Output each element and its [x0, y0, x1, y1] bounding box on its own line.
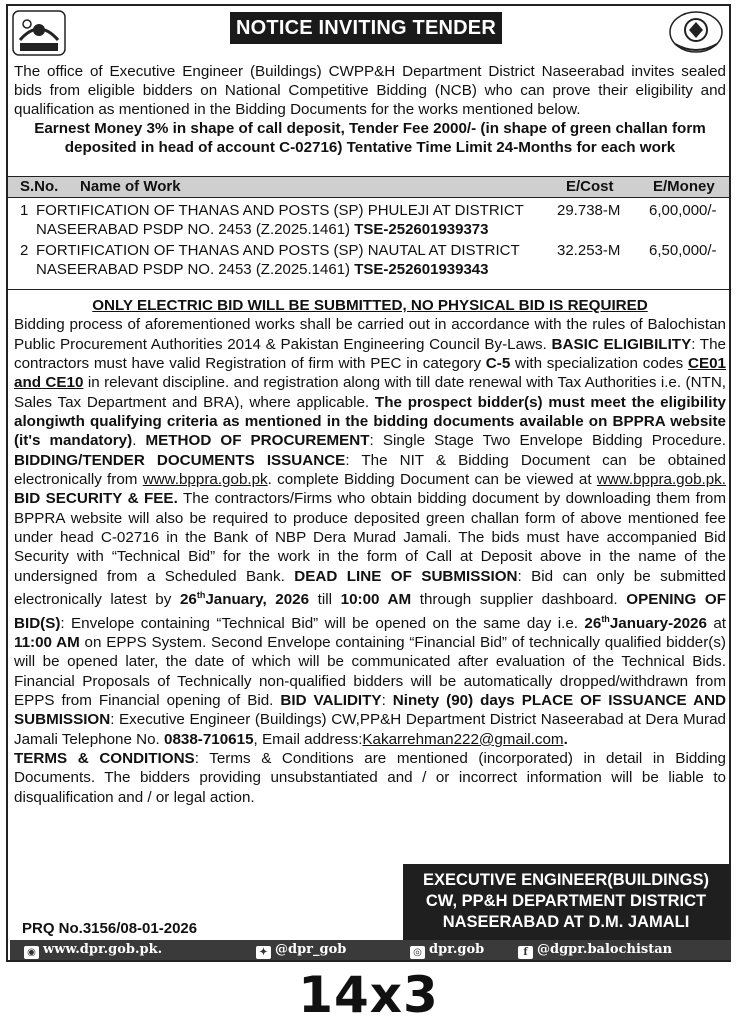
department-emblem-logo [667, 10, 725, 56]
balochistan-govt-logo [12, 10, 66, 56]
electronic-bid-heading: ONLY ELECTRIC BID WILL BE SUBMITTED, NO PHYSICAL BID IS REQUIRED [92, 297, 648, 314]
intro-section [14, 62, 726, 157]
earnest-money-line: Earnest Money 3% in shape of call deposit, Tender Fee 2000/- (in shape of green challan form deposited in head of account C-02716) Tentative Time Limit 24-Months for each work [34, 120, 706, 156]
divider [8, 289, 729, 290]
prq-number: PRQ No.3156/08-01-2026 [22, 920, 198, 937]
row-sno: 1 [20, 202, 29, 219]
twitter-icon: ✦ [256, 946, 271, 959]
table-row [8, 198, 729, 238]
tender-details: Bidding process of aforementioned works shall be carried out in accordance with the rules of Balochistan Public Procurement Authorities 2014 & Pakistan Engineering Council By-Laws. BASIC ELIGIBILITY: The contractors must have valid Registration of firm with PEC in category C-5 with specialization codes CE01 and CE10 in relevant discipline. and registration along with till date renewal with Tax Authorities i.e. (NTN, Sales Tax Department and BRA), where applicable. The prospect bidder(s) must meet the eligibility alongiwth qualifying criteria as mentioned in the bidding documents available on BPPRA website (it's mandatory). METHOD OF PROCUREMENT: Single Stage Two Envelope Bidding Procedure. BIDDING/TENDER DOCUMENTS ISSUANCE: The NIT & Bidding Document can be obtained electronically from www.bppra.gob.pk. complete Bidding Document can be viewed at www.bppra.gob.pk. BID SECURITY & FEE. The contractors/Firms who obtain bidding document by downloading them from BPPRA website will also be required to produce deposited green challan form of above mentioned fee under head C-02716 in the Bank of NBP Dera Murad Jamali. The bids must have accompanied Bid Security with “Technical Bid” for the work in the form of Call at Deposit above in the name of the undersigned from a Scheduled Bank. DEAD LINE OF SUBMISSION: Bid can only be submitted electronically latest by 26thJanuary, 2026 till 10:00 AM through supplier dashboard. OPENING OF BID(S): Envelope containing “Technical Bid” will be opened on the same day i.e. 26thJanuary-2026 at 11:00 AM on EPPS System. Second Envelope containing “Financial Bid” of technically qualified bidder(s) will be opened later, the date of which will be communicated after evaluation of the Technical Bids. Financial Proposals of Technically non-qualified bidders will be automatically dropped/withdrawn from EPPS from Financial opening of Bid. BID VALIDITY: Ninety (90) days PLACE OF ISSUANCE AND SUBMISSION: Executive Engineer (Buildings) CW,PP&H Department District Naseerabad at Dera Murad Jamali Telephone No. 0838-710615, Email address:Kakarrehman222@gmail.com. TERMS & CONDITIONS: Terms & Conditions are mentioned (incorporated) in detail in Bidding Documents. The bidders providing unsubstantiated and / or incorrect information will be liable to disqualification and / or legal action. [14, 316, 727, 806]
email-link[interactable]: Kakarrehman222@gmail.com [362, 730, 564, 748]
globe-icon: ◉ [24, 946, 39, 959]
col-cost-header: E/Cost [566, 178, 614, 195]
work-line1: FORTIFICATION OF THANAS AND POSTS (SP) NAUTAL AT DISTRICT [36, 242, 520, 259]
bppra-link[interactable]: www.bppra.gob.pk. [596, 471, 726, 489]
works-table [8, 176, 729, 278]
row-cost: 32.253-M [557, 242, 621, 259]
tender-body [14, 296, 726, 807]
bppra-link[interactable]: www.bppra.gob.pk [142, 471, 268, 489]
col-sno-header: S.No. [20, 178, 59, 195]
facebook-icon: f [518, 946, 533, 959]
row-money: 6,00,000/- [649, 202, 717, 219]
col-money-header: E/Money [653, 178, 715, 195]
work-line2: NASEERABAD PSDP NO. 2453 (Z.2025.1461) [36, 221, 355, 238]
row-work [36, 201, 546, 239]
work-line1: FORTIFICATION OF THANAS AND POSTS (SP) PHULEJI AT DISTRICT [36, 202, 524, 219]
intro-paragraph: The office of Executive Engineer (Buildings) CWPP&H Department District Naseerabad invites sealed bids from eligible bidders on National Competitive Bidding (NCB) who can prove their eligibility and qualification as mentioned in the Bidding Documents for the works mentioned below. [14, 63, 726, 118]
page-title: NOTICE INVITING TENDER [230, 12, 502, 44]
tse-number: TSE-252601939373 [354, 221, 489, 238]
ad-size-label: 14x3 [298, 966, 439, 1024]
footer-bar [10, 940, 731, 960]
footer-twitter[interactable]: ✦ @dpr_gob [256, 940, 346, 960]
work-line2: NASEERABAD PSDP NO. 2453 (Z.2025.1461) [36, 261, 355, 278]
table-header [8, 176, 729, 198]
notice-page [6, 4, 731, 962]
footer-web[interactable]: ◉ www.dpr.gob.pk. [24, 940, 162, 960]
instagram-icon: ◎ [410, 946, 425, 959]
row-sno: 2 [20, 242, 29, 259]
row-money: 6,50,000/- [649, 242, 717, 259]
header [8, 6, 729, 58]
signature-line3: NASEERABAD AT D.M. JAMALI [442, 913, 690, 931]
footer-instagram[interactable]: ◎ dpr.gob [410, 940, 484, 960]
col-work-header: Name of Work [80, 178, 181, 195]
signature-line2: CW, PP&H DEPARTMENT DISTRICT [425, 892, 707, 910]
table-row [8, 238, 729, 278]
row-work [36, 241, 546, 279]
signature-line1: EXECUTIVE ENGINEER(BUILDINGS) [422, 871, 710, 889]
footer-facebook[interactable]: f @dgpr.balochistan [518, 940, 672, 960]
row-cost: 29.738-M [557, 202, 621, 219]
tse-number: TSE-252601939343 [354, 261, 489, 278]
signature-block [403, 864, 729, 940]
